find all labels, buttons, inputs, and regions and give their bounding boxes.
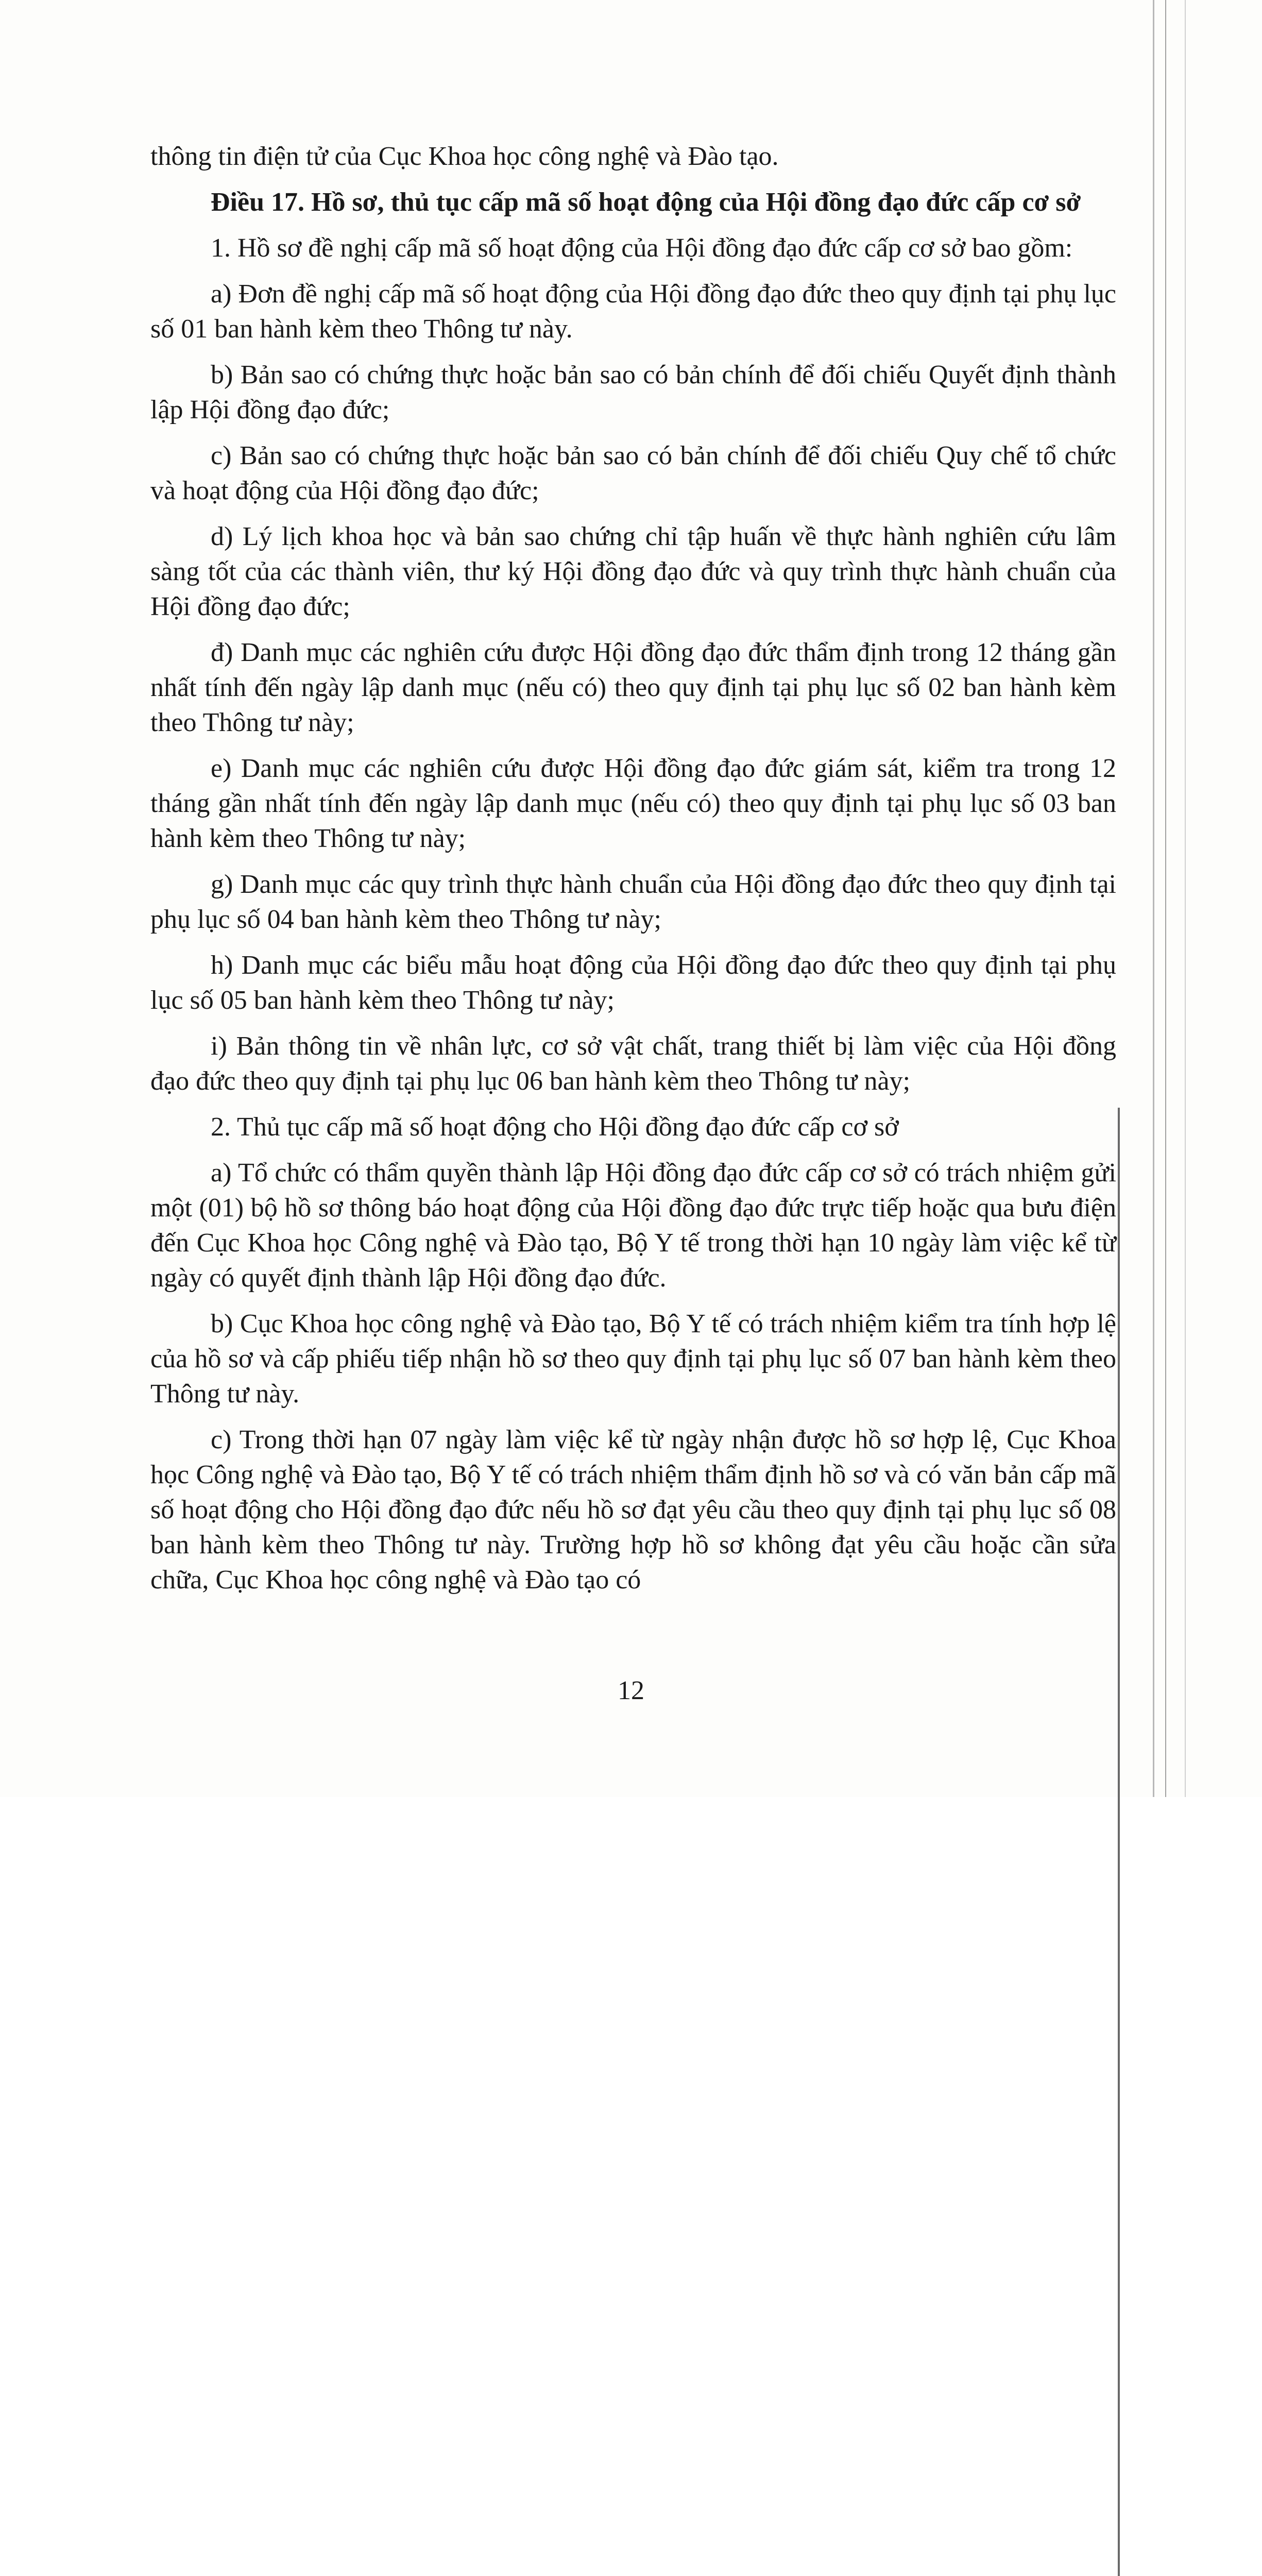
paragraph: 1. Hồ sơ đề nghị cấp mã số hoạt động của Hội đồng đạo đức cấp cơ sở bao gồm: — [211, 233, 1073, 263]
article-heading: Điều 17. Hồ sơ, thủ tục cấp mã số hoạt động của Hội đồng đạo đức cấp cơ sở — [211, 188, 1081, 217]
paragraph: 2. Thủ tục cấp mã số hoạt động cho Hội đồng đạo đức cấp cơ sở — [211, 1112, 899, 1142]
paragraph: c) Trong thời hạn 07 ngày làm việc kể từ ngày nhận được hồ sơ hợp lệ, Cục Khoa học Công nghệ và Đào tạo, Bộ Y tế có trách nhiệm thẩm định hồ sơ và có văn bản cấp mã số hoạt động cho Hội đồng đạo đức nếu hồ sơ đạt yêu cầu theo quy định tại phụ lục số 08 ban hành kèm theo Thông tư này. Trường hợp hồ sơ không đạt yêu cầu hoặc cần sửa chữa, Cục Khoa học công nghệ và Đào tạo có — [150, 1425, 1116, 1595]
page-number: 12 — [618, 1676, 644, 1705]
scan-edge-line — [1118, 1108, 1120, 2576]
paragraph: i) Bản thông tin về nhân lực, cơ sở vật chất, trang thiết bị làm việc của Hội đồng đạo đức theo quy định tại phụ lục 06 ban hành kèm theo Thông tư này; — [150, 1031, 1116, 1096]
paragraph: h) Danh mục các biểu mẫu hoạt động của Hội đồng đạo đức theo quy định tại phụ lục số 05 ban hành kèm theo Thông tư này; — [150, 951, 1116, 1015]
scan-edge-line — [1185, 0, 1186, 1797]
document-body — [150, 139, 1116, 1608]
scan-edge-line — [1165, 0, 1166, 1797]
paragraph: d) Lý lịch khoa học và bản sao chứng chỉ tập huấn về thực hành nghiên cứu lâm sàng tốt của các thành viên, thư ký Hội đồng đạo đức và quy trình thực hành chuẩn của Hội đồng đạo đức; — [150, 522, 1116, 621]
paragraph: c) Bản sao có chứng thực hoặc bản sao có bản chính để đối chiếu Quy chế tổ chức và hoạt động của Hội đồng đạo đức; — [150, 441, 1116, 505]
paragraph: e) Danh mục các nghiên cứu được Hội đồng đạo đức giám sát, kiểm tra trong 12 tháng gần nhất tính đến ngày lập danh mục (nếu có) theo quy định tại phụ lục số 03 ban hành kèm theo Thông tư này; — [150, 754, 1116, 853]
paragraph: b) Cục Khoa học công nghệ và Đào tạo, Bộ Y tế có trách nhiệm kiểm tra tính hợp lệ của hồ sơ và cấp phiếu tiếp nhận hồ sơ theo quy định tại phụ lục số 07 ban hành kèm theo Thông tư này. — [150, 1309, 1116, 1409]
paragraph: g) Danh mục các quy trình thực hành chuẩn của Hội đồng đạo đức theo quy định tại phụ lục số 04 ban hành kèm theo Thông tư này; — [150, 870, 1116, 934]
scan-edge-line — [1153, 0, 1154, 1797]
paragraph-continuation: thông tin điện tử của Cục Khoa học công nghệ và Đào tạo. — [150, 142, 779, 171]
paragraph: b) Bản sao có chứng thực hoặc bản sao có bản chính để đối chiếu Quyết định thành lập Hội đồng đạo đức; — [150, 360, 1116, 425]
paragraph: a) Tổ chức có thẩm quyền thành lập Hội đồng đạo đức cấp cơ sở có trách nhiệm gửi một (01) bộ hồ sơ thông báo hoạt động của Hội đồng đạo đức trực tiếp hoặc qua bưu điện đến Cục Khoa học Công nghệ và Đào tạo, Bộ Y tế trong thời hạn 10 ngày làm việc kể từ ngày có quyết định thành lập Hội đồng đạo đức. — [150, 1158, 1116, 1293]
paragraph: đ) Danh mục các nghiên cứu được Hội đồng đạo đức thẩm định trong 12 tháng gần nhất tính đến ngày lập danh mục (nếu có) theo quy định tại phụ lục số 02 ban hành kèm theo Thông tư này; — [150, 638, 1116, 737]
paragraph: a) Đơn đề nghị cấp mã số hoạt động của Hội đồng đạo đức theo quy định tại phụ lục số 01 ban hành kèm theo Thông tư này. — [150, 279, 1116, 344]
